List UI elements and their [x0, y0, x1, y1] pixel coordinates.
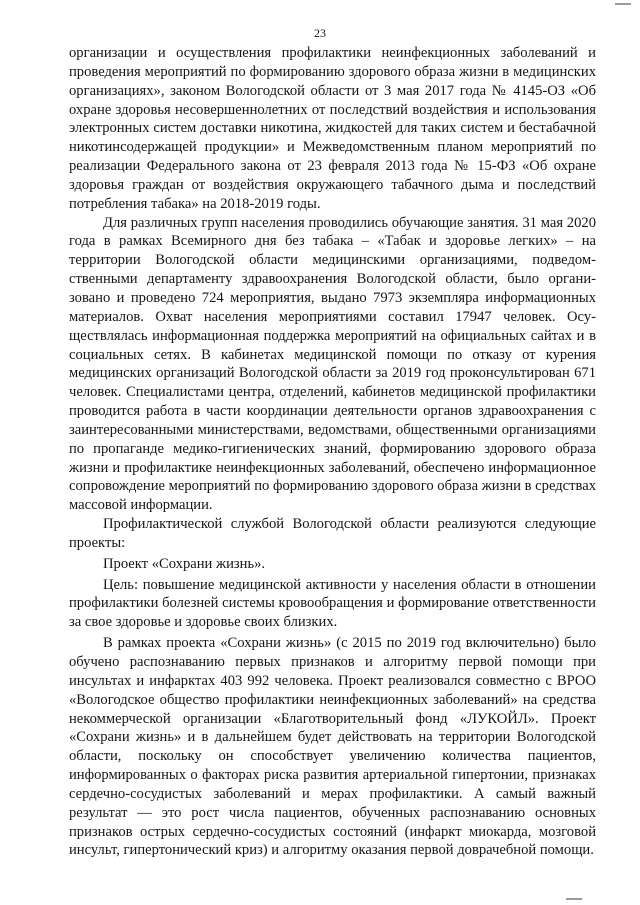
paragraph-training-sessions: Для различных групп населения проводились обучающие занятия. 31 мая 2020 года в рамках Всемирного дня без табака – «Табак и здоровье легких» – на территории Вологодской области медицинскими организациями, подведомственными департаменту здравоохранения Вологодской области, было организовано и проведено 724 мероприятия, выдано 7973 экземпляра информационных материалов. Охват населения мероприятиями составил 17947 человек. Осуществлялась информационная поддержка мероприятий на официальных сайтах и в социальных сетях. В кабинетах медицинской помощи по отказу от курения медицинских организаций Вологодской области за 2019 год проконсультирован 671 человек. Специалистами центра, отделений, кабинетов медицинской профилактики проводится работа в части координации деятельности органов здравоохранения с заинтересованными министерствами, ведомствами, общественными организациями по пропаганде медико-гигиенических знаний, формированию здорового образа жизни и профилактике неинфекционных заболеваний, обеспечено информационное сопровождение мероприятий по формированию здорового образа жизни в средствах массовой информации. [69, 214, 596, 514]
project-title: Проект «Сохрани жизнь». [103, 555, 266, 572]
page-number: 23 [314, 26, 326, 40]
paragraph-project-results: В рамках проекта «Сохрани жизнь» (с 2015 по 2019 год включительно) было обучено распознаванию первых признаков и алгоритму первой помощи при инсультах и инфарктах 403 992 человека. Проект реализовался совместно с ВРОО «Вологодское общество профилактики неинфекционных заболеваний» на средства некоммерческой организации «Благотворительный фонд «ЛУКОЙЛ». Проект «Сохрани жизнь» и в дальнейшем будет действовать на территории Вологодской области, поскольку он способствует увеличению количества пациентов, информированных о факторах риска развития артериальной гипертонии, признаках сердечно-сосудистых заболеваний и мерах профилактики. А самый важный результат — это рост числа пациентов, обученных распознаванию основных признаков острых сердечно-сосудистых состояний (инфаркт миокарда, мозговой инсульт, гипертонический криз) и алгоритму оказания первой доврачебной помощи. [69, 635, 596, 859]
paragraph-continuation: организации и осуществления профилактики неинфекционных заболеваний и проведения мероприятий по формированию здорового образа жизни в медицинских организациях», законом Вологодской области от 3 мая 2017 года № 4145-ОЗ «Об охране здоровья несовершеннолетних от последствий воздействия и использования электронных систем доставки никотина, жидкостей для таких систем и бестабачной никотинсодержащей продукции» и Межведомственным планом мероприятий по реализации Федерального закона от 23 февраля 2013 года № 15-ФЗ «Об охране здоровья граждан от воздействия окружающего табачного дыма и последствий потребления табака» на 2018-2019 годы. [69, 45, 596, 212]
scan-mark [615, 3, 631, 5]
document-body [69, 44, 596, 860]
paragraph-projects-intro: Профилактической службой Вологодской области реализуются следующие проекты: [69, 516, 596, 551]
project-goal: Цель: повышение медицинской активности у населения области в отношении профилактики болезней системы кровообращения и формирование ответственности за свое здоровье и здоровье своих близких. [69, 576, 596, 631]
scan-mark [566, 898, 582, 900]
